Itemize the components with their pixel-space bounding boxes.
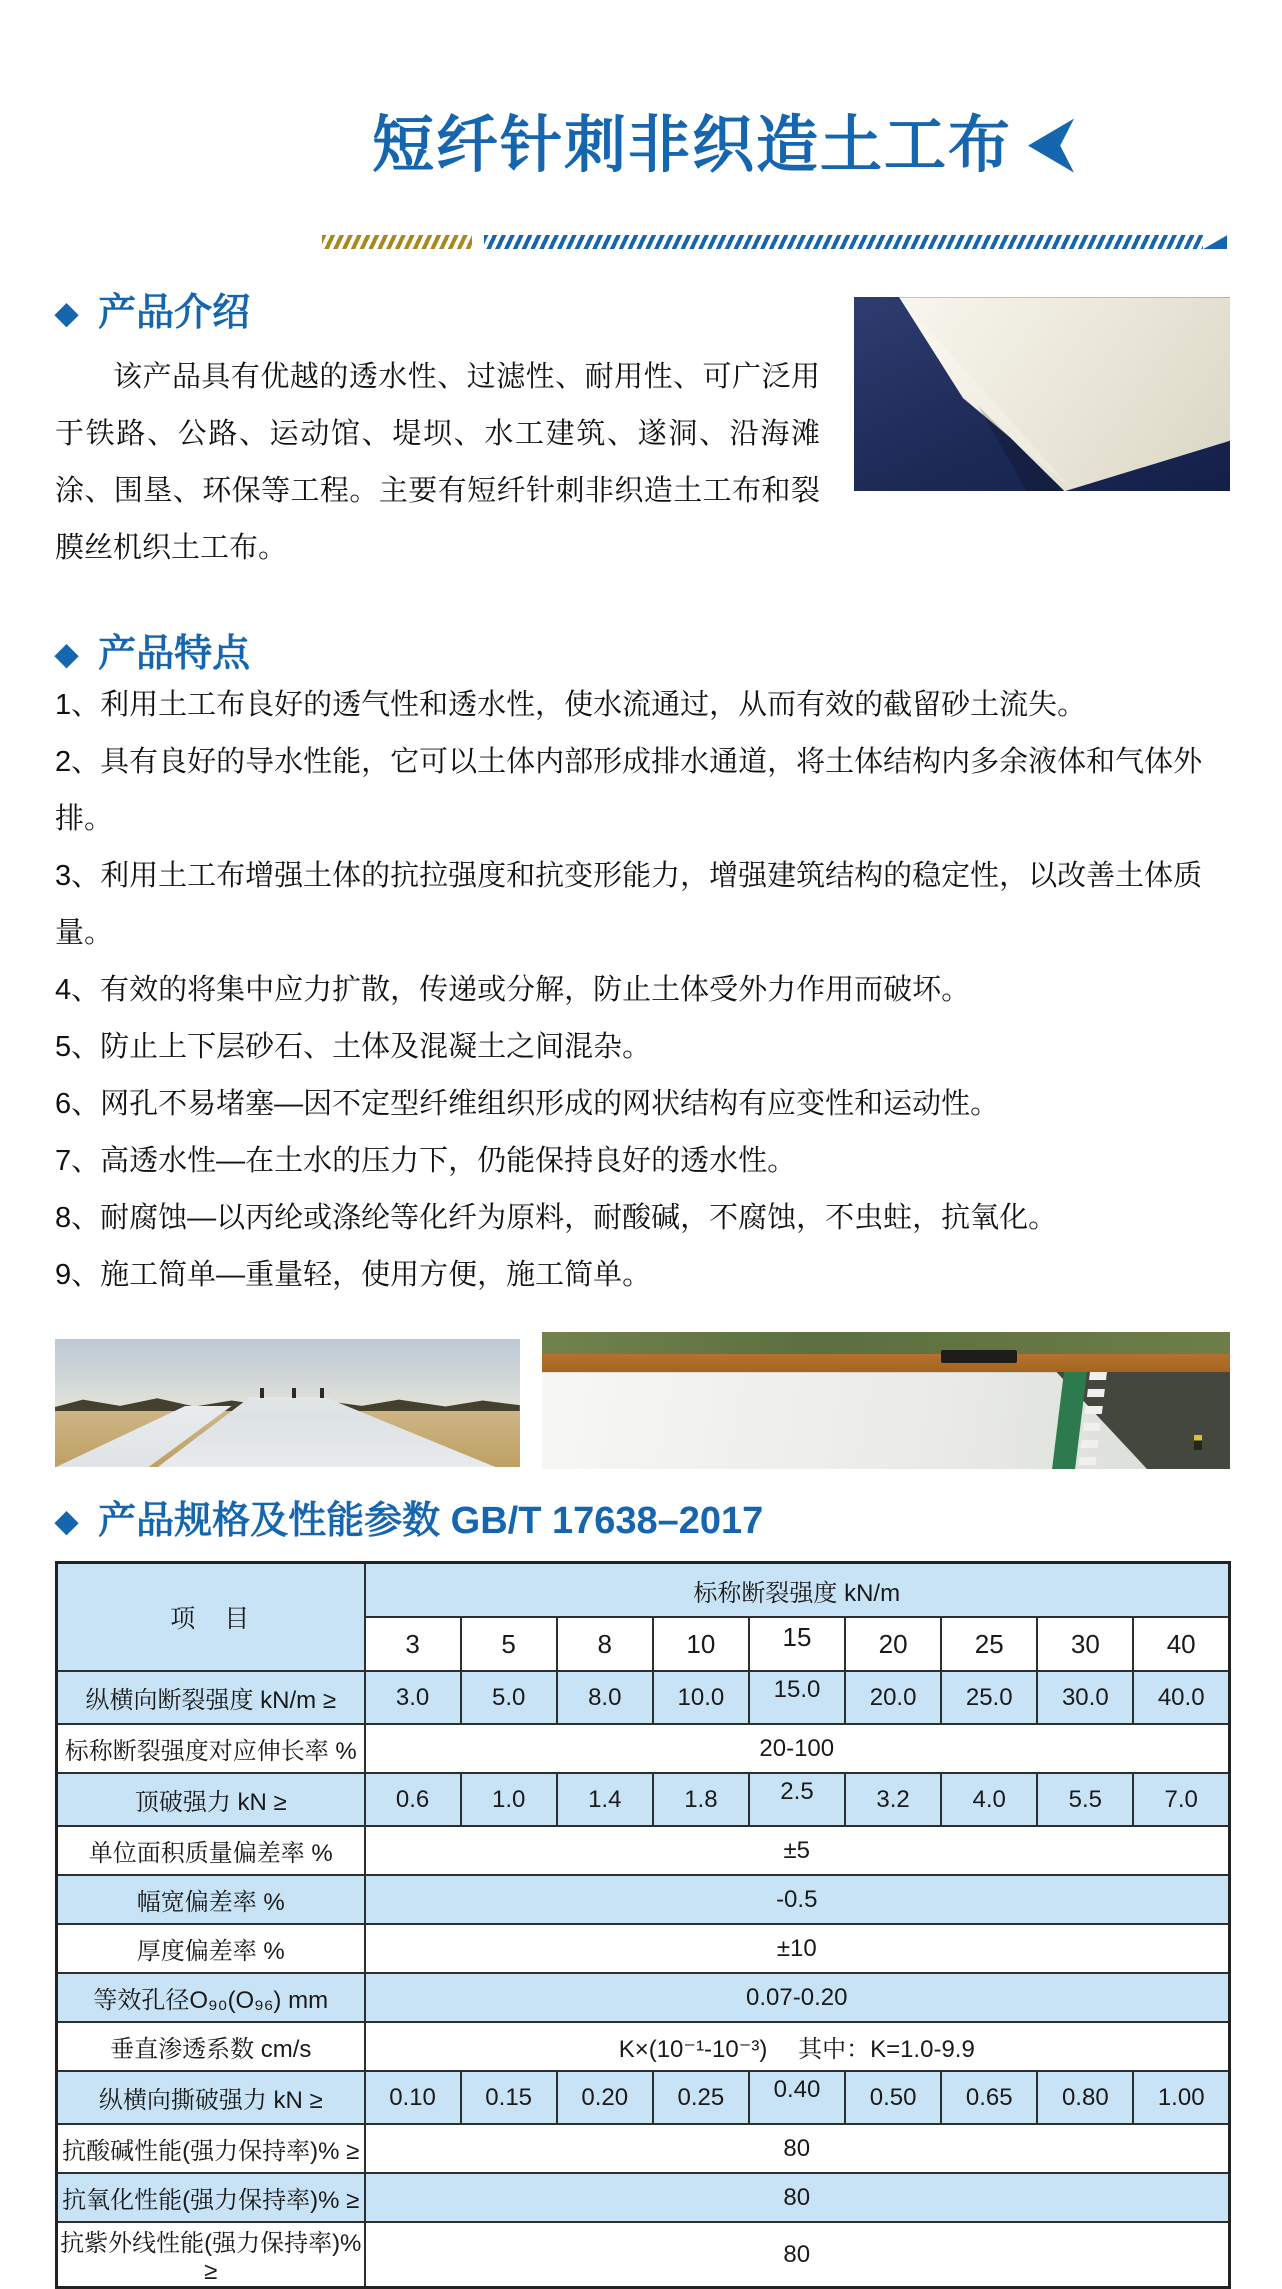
table-cell: ±10	[365, 1924, 1230, 1973]
specs-section	[55, 1499, 1230, 1545]
table-cell: 0.20	[557, 2071, 653, 2124]
strength-column: 3	[365, 1617, 461, 1671]
intro-heading: 产品介绍	[98, 292, 251, 335]
table-cell: 0.07-0.20	[365, 1973, 1230, 2022]
table-cell: 7.0	[1133, 1773, 1229, 1826]
table-cell: 1.0	[461, 1773, 557, 1826]
strength-column: 8	[557, 1617, 653, 1671]
strength-column: 25	[941, 1617, 1037, 1671]
table-cell: 80	[365, 2124, 1230, 2173]
table-cell: 80	[365, 2173, 1230, 2222]
table-cell: 3.0	[365, 1671, 461, 1724]
table-cell: 0.50	[845, 2071, 941, 2124]
row-label: 抗酸碱性能(强力保持率)% ≥	[57, 2124, 365, 2173]
table-row	[57, 1773, 1230, 1826]
blue-hatch-stripe	[484, 235, 1227, 249]
row-label: 垂直渗透系数 cm/s	[57, 2022, 365, 2071]
table-cell: ±5	[365, 1826, 1230, 1875]
table-cell: K×(10⁻¹-10⁻³) 其中：K=1.0-9.9	[365, 2022, 1230, 2071]
table-row	[57, 1875, 1230, 1924]
table-cell: 1.8	[653, 1773, 749, 1826]
feature-item: 5、防止上下层砂石、土体及混凝土之间混杂。	[55, 1031, 652, 1064]
strength-column: 15	[749, 1617, 845, 1671]
table-cell: 0.65	[941, 2071, 1037, 2124]
table-cell: 20.0	[845, 1671, 941, 1724]
table-cell: 1.00	[1133, 2071, 1229, 2124]
row-label: 抗紫外线性能(强力保持率)% ≥	[57, 2222, 365, 2288]
feature-item: 2、具有良好的导水性能，它可以土体内部形成排水通道，将土体结构内多余液体和气体外排。	[55, 746, 1203, 836]
installation-photos	[55, 1332, 1230, 1469]
product-fabric-image	[854, 297, 1230, 491]
geotextile-roadbed-photo	[55, 1339, 520, 1467]
strength-column: 20	[845, 1617, 941, 1671]
geomembrane-slope-photo	[542, 1332, 1230, 1469]
feature-item: 3、利用土工布增强土体的抗拉强度和抗变形能力，增强建筑结构的稳定性，以改善土体质量。	[55, 860, 1203, 950]
page-title: 短纤针刺非织造土工布	[372, 111, 1013, 180]
feature-item: 8、耐腐蚀—以丙纶或涤纶等化纤为原料，耐酸碱，不腐蚀，不虫蛀，抗氧化。	[55, 1202, 1058, 1235]
feature-item: 7、高透水性—在土水的压力下，仍能保持良好的透水性。	[55, 1145, 797, 1178]
hatched-divider	[322, 235, 1227, 249]
feature-item: 9、施工简单—重量轻，使用方便，施工简单。	[55, 1259, 652, 1292]
table-cell: 0.25	[653, 2071, 749, 2124]
feature-item: 1、利用土工布良好的透气性和透水性，使水流通过，从而有效的截留砂土流失。	[55, 689, 1087, 722]
table-cell: 8.0	[557, 1671, 653, 1724]
diamond-icon: ◆	[55, 1505, 79, 1539]
strength-column: 30	[1037, 1617, 1133, 1671]
table-cell: 15.0	[749, 1671, 845, 1724]
spec-table	[55, 1561, 1231, 2289]
row-label: 纵横向撕破强力 kN ≥	[57, 2071, 365, 2124]
gold-hatch-stripe	[322, 235, 472, 249]
table-cell: 0.40	[749, 2071, 845, 2124]
table-cell: 5.5	[1037, 1773, 1133, 1826]
table-row	[57, 1724, 1230, 1773]
table-cell: 2.5	[749, 1773, 845, 1826]
left-triangle-icon	[1028, 119, 1074, 173]
diamond-icon: ◆	[55, 637, 79, 671]
table-cell: 20-100	[365, 1724, 1230, 1773]
features-heading-row	[55, 632, 1230, 678]
table-row	[57, 1924, 1230, 1973]
table-row	[57, 2222, 1230, 2288]
row-label: 幅宽偏差率 %	[57, 1875, 365, 1924]
product-sheet-page	[0, 70, 1282, 2286]
row-label: 标称断裂强度对应伸长率 %	[57, 1724, 365, 1773]
intro-section	[55, 291, 1230, 606]
intro-paragraph: 该产品具有优越的透水性、过滤性、耐用性、可广泛用于铁路、公路、运动馆、堤坝、水工建筑、遂洞、沿海滩涂、围垦、环保等工程。主要有短纤针刺非织造土工布和裂膜丝机织土工布。	[55, 360, 820, 564]
table-item-header: 项 目	[57, 1563, 365, 1672]
strength-column: 5	[461, 1617, 557, 1671]
table-row	[57, 2124, 1230, 2173]
row-label: 单位面积质量偏差率 %	[57, 1826, 365, 1875]
row-label: 等效孔径O₉₀(O₉₆) mm	[57, 1973, 365, 2022]
table-cell: 0.6	[365, 1773, 461, 1826]
table-cell: 4.0	[941, 1773, 1037, 1826]
table-cell: -0.5	[365, 1875, 1230, 1924]
diamond-icon: ◆	[55, 297, 79, 331]
feature-item: 6、网孔不易堵塞—因不定型纤维组织形成的网状结构有应变性和运动性。	[55, 1088, 1000, 1121]
stripe-end-triangle	[1203, 235, 1227, 249]
table-cell: 3.2	[845, 1773, 941, 1826]
row-label: 抗氧化性能(强力保持率)% ≥	[57, 2173, 365, 2222]
table-group-header: 标称断裂强度 kN/m	[365, 1563, 1230, 1618]
features-heading: 产品特点	[98, 632, 251, 675]
feature-item: 4、有效的将集中应力扩散，传递或分解，防止土体受外力作用而破坏。	[55, 974, 971, 1007]
table-row	[57, 1973, 1230, 2022]
table-row	[57, 2071, 1230, 2124]
strength-column: 10	[653, 1617, 749, 1671]
row-label: 厚度偏差率 %	[57, 1924, 365, 1973]
intro-heading-row	[55, 291, 820, 337]
page-header	[372, 70, 1074, 221]
specs-heading: 产品规格及性能参数 GB/T 17638–2017	[98, 1500, 764, 1543]
table-row	[57, 1671, 1230, 1724]
table-cell: 1.4	[557, 1773, 653, 1826]
table-row	[57, 2173, 1230, 2222]
table-cell: 0.80	[1037, 2071, 1133, 2124]
table-cell: 40.0	[1133, 1671, 1229, 1724]
table-cell: 25.0	[941, 1671, 1037, 1724]
row-label: 纵横向断裂强度 kN/m ≥	[57, 1671, 365, 1724]
table-cell: 0.15	[461, 2071, 557, 2124]
table-cell: 10.0	[653, 1671, 749, 1724]
table-cell: 5.0	[461, 1671, 557, 1724]
table-cell: 0.10	[365, 2071, 461, 2124]
specs-heading-row	[55, 1499, 1230, 1545]
features-section	[55, 632, 1230, 1305]
table-cell: 30.0	[1037, 1671, 1133, 1724]
strength-column: 40	[1133, 1617, 1229, 1671]
table-row	[57, 1826, 1230, 1875]
row-label: 顶破强力 kN ≥	[57, 1773, 365, 1826]
table-row	[57, 2022, 1230, 2071]
table-cell: 80	[365, 2222, 1230, 2288]
